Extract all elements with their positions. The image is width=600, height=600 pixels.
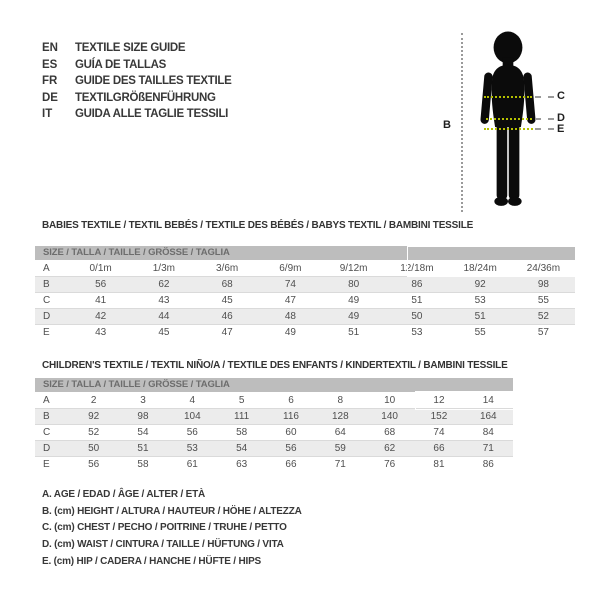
table-cell: 2	[90, 394, 97, 406]
table-cell: 49	[348, 311, 360, 322]
row-label: E	[43, 327, 50, 338]
size-header-row: SIZE / TALLA / TAILLE / GRÖSSE / TAGLIA	[35, 246, 575, 260]
table-cell: 1/3m	[152, 262, 175, 274]
table-cell: 66	[433, 443, 445, 454]
waist-leader-line	[535, 118, 554, 120]
table-cell: 51	[474, 311, 486, 322]
guide-title-de: TEXTILGRÖßENFÜHRUNG	[75, 91, 216, 104]
table-cell: 12	[433, 394, 445, 406]
table-cell: 54	[236, 443, 248, 454]
row-label: D	[43, 443, 51, 454]
chest-measure-line	[484, 96, 532, 98]
table-cell: 58	[236, 427, 248, 438]
waist-label: D	[557, 112, 565, 124]
table-cell: 71	[482, 443, 494, 454]
table-cell: 86	[482, 459, 494, 470]
table-cell: 56	[95, 279, 107, 290]
row-label: C	[43, 295, 51, 306]
table-cell: 62	[158, 279, 170, 290]
table-row-C	[35, 424, 513, 440]
table-cell: 9/12m	[339, 262, 368, 274]
table-cell: 66	[285, 459, 297, 470]
table-cell: 6/9m	[279, 262, 302, 274]
table-cell: 71	[334, 459, 346, 470]
table-cell: 60	[285, 427, 297, 438]
table-cell: 56	[88, 459, 100, 470]
legend-chest: C. (cm) CHEST / PECHO / POITRINE / TRUHE / PETTO	[42, 522, 287, 534]
chest-leader-line	[535, 96, 554, 98]
waist-measure-line	[486, 118, 532, 120]
table-cell: 68	[384, 427, 396, 438]
table-cell: 116	[283, 411, 299, 422]
table-cell: 74	[284, 279, 296, 290]
table-row-A	[35, 392, 513, 408]
table-cell: 52	[537, 311, 549, 322]
table-cell: 3/6m	[216, 262, 239, 274]
table-cell: 51	[348, 327, 360, 338]
table-cell: 43	[95, 327, 107, 338]
babies-size-table	[35, 246, 575, 340]
table-cell: 152	[430, 411, 448, 422]
table-cell: 98	[537, 279, 549, 290]
height-measure-line	[461, 33, 463, 212]
language-code: ES	[42, 58, 58, 71]
table-cell: 164	[479, 411, 497, 422]
language-row-fr	[42, 73, 232, 90]
legend-height: B. (cm) HEIGHT / ALTURA / HAUTEUR / HÖHE / ALTEZZA	[42, 505, 302, 517]
table-cell: 55	[537, 295, 549, 306]
table-cell: 4	[189, 394, 196, 406]
table-cell: 43	[158, 295, 170, 306]
table-cell: 92	[88, 411, 100, 422]
height-label: B	[443, 119, 451, 131]
table-cell: 55	[474, 327, 486, 338]
chest-label: C	[557, 90, 565, 102]
hip-leader-line	[535, 128, 554, 130]
measurement-legend	[42, 486, 302, 570]
legend-waist: D. (cm) WAIST / CINTURA / TAILLE / HÜFTUNG / VITA	[42, 539, 284, 551]
language-row-de	[42, 90, 232, 107]
language-row-en	[42, 40, 232, 57]
table-cell: 54	[137, 427, 149, 438]
table-cell: 140	[381, 411, 398, 422]
table-cell: 58	[137, 459, 149, 470]
row-label: B	[43, 411, 50, 422]
table-cell: 18/24m	[463, 262, 497, 274]
hip-measure-line	[484, 128, 533, 130]
table-cell: 10	[384, 394, 396, 406]
language-code: EN	[42, 42, 58, 55]
babies-table-body	[35, 260, 575, 340]
table-cell: 63	[236, 459, 248, 470]
table-cell: 61	[186, 459, 198, 470]
hip-label: E	[557, 123, 565, 135]
table-cell: 50	[88, 443, 100, 454]
table-cell: 84	[482, 427, 494, 438]
table-cell: 52	[88, 427, 100, 438]
table-cell: 53	[411, 327, 423, 338]
table-cell: 44	[158, 311, 170, 322]
table-cell: 111	[234, 411, 250, 422]
table-cell: 14	[482, 394, 494, 406]
babies-table-title: BABIES TEXTILE / TEXTIL BEBÉS / TEXTILE DES BÉBÉS / BABYS TEXTIL / BAMBINI TESSILE	[42, 220, 474, 231]
table-cell: 57	[537, 327, 549, 338]
table-cell: 49	[284, 327, 296, 338]
table-cell: 59	[334, 443, 346, 454]
size-header-row: SIZE / TALLA / TAILLE / GRÖSSE / TAGLIA	[35, 378, 513, 392]
table-cell: 51	[411, 295, 423, 306]
table-cell: 24/36m	[526, 262, 561, 274]
table-row-E	[35, 456, 513, 472]
children-table-title: CHILDREN'S TEXTILE / TEXTIL NIÑO/A / TEXTILE DES ENFANTS / KINDERTEXTIL / BAMBINI TESSILE	[42, 360, 508, 371]
language-row-it	[42, 106, 232, 123]
guide-title-es: GUÍA DE TALLAS	[75, 58, 166, 71]
table-cell: 92	[474, 279, 486, 290]
language-row-es	[42, 57, 232, 74]
table-row-B	[35, 408, 513, 424]
table-cell: 56	[186, 427, 198, 438]
row-label: B	[43, 279, 50, 290]
table-cell: 47	[221, 327, 233, 338]
table-cell: 98	[137, 411, 149, 422]
table-cell: 86	[411, 279, 423, 290]
table-cell: 64	[334, 427, 346, 438]
table-cell: 0/1m	[89, 262, 112, 274]
row-label: A	[43, 394, 50, 406]
table-cell: 6	[288, 394, 294, 406]
table-cell: 42	[95, 311, 107, 322]
table-cell: 53	[186, 443, 198, 454]
table-cell: 56	[285, 443, 297, 454]
guide-title-en: TEXTILE SIZE GUIDE	[75, 42, 186, 55]
table-cell: 80	[348, 279, 360, 290]
table-cell: 46	[221, 311, 233, 322]
table-row-A	[35, 260, 575, 276]
table-cell: 62	[384, 443, 396, 454]
table-cell: 128	[331, 411, 349, 422]
table-cell: 74	[433, 427, 445, 438]
table-cell: 41	[95, 295, 107, 306]
table-row-C	[35, 292, 575, 308]
table-cell: 49	[348, 295, 360, 306]
row-label: E	[43, 459, 50, 470]
guide-title-it: GUIDA ALLE TAGLIE TESSILI	[75, 108, 229, 121]
table-cell: 76	[384, 459, 396, 470]
table-cell: 8	[337, 394, 344, 406]
table-cell: 68	[221, 279, 233, 290]
table-cell: 45	[158, 327, 170, 338]
table-cell: 50	[411, 311, 423, 322]
table-cell: 3	[140, 394, 146, 406]
table-cell: 47	[284, 295, 296, 306]
row-label: D	[43, 311, 51, 322]
table-row-D	[35, 440, 513, 456]
table-cell: 104	[183, 411, 201, 422]
children-table-body	[35, 392, 513, 472]
language-code: DE	[42, 91, 58, 104]
table-row-E	[35, 324, 575, 340]
table-cell: 48	[284, 311, 296, 322]
language-code: IT	[42, 108, 53, 121]
legend-age: A. AGE / EDAD / ÂGE / ALTER / ETÀ	[42, 488, 206, 500]
table-cell: 5	[238, 394, 245, 406]
table-cell: 81	[433, 459, 445, 470]
table-row-B	[35, 276, 575, 292]
legend-hip: E. (cm) HIP / CADERA / HANCHE / HÜFTE / HIPS	[42, 556, 262, 568]
table-cell: 51	[137, 443, 149, 454]
row-label: C	[43, 427, 51, 438]
table-cell: 53	[474, 295, 486, 306]
table-cell: 45	[221, 295, 233, 306]
child-silhouette-icon	[470, 30, 546, 212]
row-label: A	[43, 262, 50, 274]
table-cell: 12/18m	[400, 262, 434, 274]
guide-title-fr: GUIDE DES TAILLES TEXTILE	[75, 75, 232, 88]
language-title-list	[42, 40, 232, 123]
table-row-D	[35, 308, 575, 324]
children-size-table	[35, 378, 513, 472]
language-code: FR	[42, 75, 58, 88]
